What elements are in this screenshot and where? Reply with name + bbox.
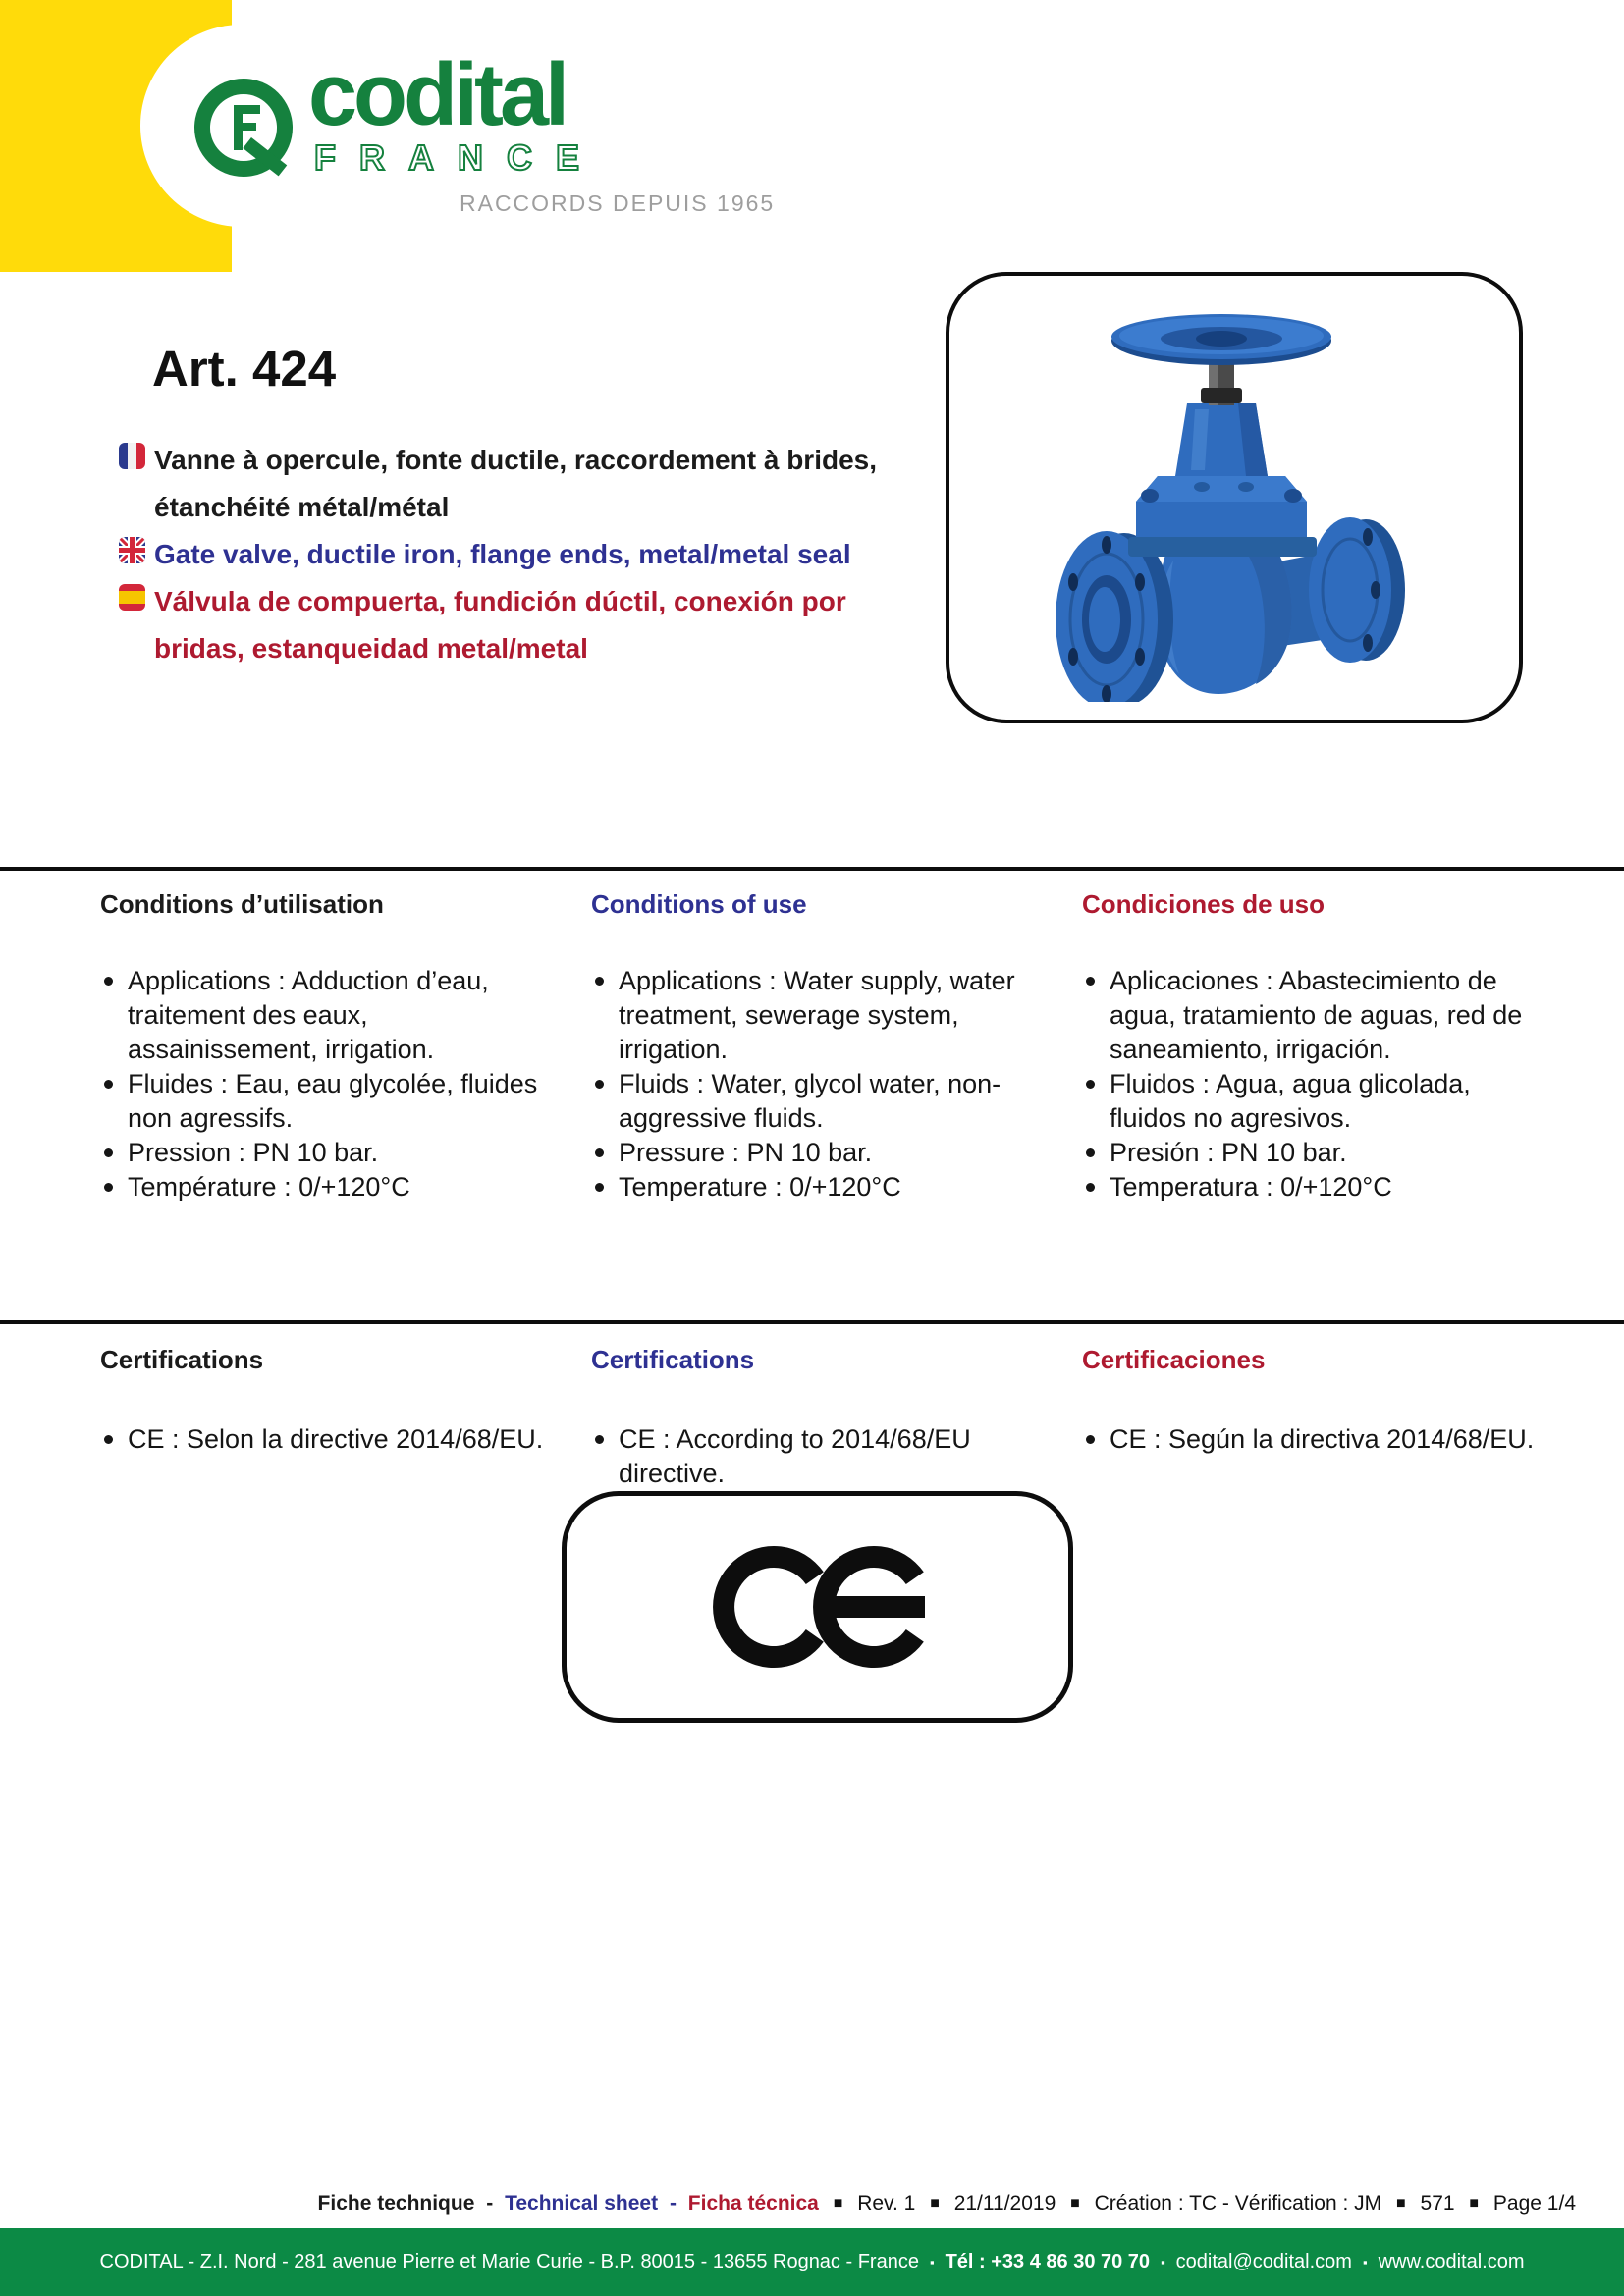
certifications-list-es xyxy=(1082,1422,1573,1457)
doc-type-en: Technical sheet xyxy=(505,2192,659,2215)
conditions-list-en xyxy=(591,964,1053,1204)
square-separator: ▪ xyxy=(929,2255,935,2269)
section-divider-1 xyxy=(0,867,1624,871)
certifications-list-fr xyxy=(100,1422,591,1457)
certifications-list-en xyxy=(591,1422,1082,1491)
square-separator: ■ xyxy=(1396,2195,1406,2212)
company-phone: Tél : +33 4 86 30 70 70 xyxy=(945,2251,1151,2272)
company-website: www.codital.com xyxy=(1378,2251,1525,2272)
certifications-column-es xyxy=(1082,1345,1573,1457)
list-item: Fluids : Water, glycol water, non-aggressive fluids. xyxy=(591,1067,1053,1136)
gate-valve-image xyxy=(1001,290,1462,702)
conditions-column-fr xyxy=(100,889,562,1204)
list-item: Presión : PN 10 bar. xyxy=(1082,1136,1543,1170)
page-number: Page 1/4 xyxy=(1492,2192,1576,2215)
list-item: Pressure : PN 10 bar. xyxy=(591,1136,1053,1170)
certifications-title-es: Certificaciones xyxy=(1082,1345,1266,1374)
list-item: Fluidos : Agua, agua glicolada, fluidos no agresivos. xyxy=(1082,1067,1543,1136)
separator: - xyxy=(486,2192,494,2215)
conditions-title-es: Condiciones de uso xyxy=(1082,889,1326,919)
certifications-title-en: Certifications xyxy=(591,1345,755,1374)
list-item: Applications : Water supply, water treatment, sewerage system, irrigation. xyxy=(591,964,1053,1067)
separator: - xyxy=(669,2192,677,2215)
square-separator: ■ xyxy=(930,2195,940,2212)
ce-mark-icon xyxy=(705,1533,931,1681)
revision-date: 21/11/2019 xyxy=(953,2192,1056,2215)
credits: Création : TC - Vérification : JM xyxy=(1094,2192,1382,2215)
conditions-column-en xyxy=(591,889,1053,1204)
brand-name: codital xyxy=(308,46,567,144)
section-divider-2 xyxy=(0,1320,1624,1324)
article-number: Art. 424 xyxy=(152,341,337,397)
description-es-line-2: bridas, estanqueidad metal/metal xyxy=(154,633,588,664)
list-item: Fluides : Eau, eau glycolée, fluides non agressifs. xyxy=(100,1067,562,1136)
conditions-list-fr xyxy=(100,964,562,1204)
list-item: CE : Selon la directive 2014/68/EU. xyxy=(100,1422,591,1457)
footer-reference-line xyxy=(0,2191,1576,2216)
revision: Rev. 1 xyxy=(857,2192,916,2215)
list-item: CE : Según la directiva 2014/68/EU. xyxy=(1082,1422,1573,1457)
spain-flag-icon xyxy=(119,584,145,611)
conditions-title-en: Conditions of use xyxy=(591,889,807,919)
certifications-title-fr: Certifications xyxy=(100,1345,264,1374)
square-separator: ■ xyxy=(1070,2195,1080,2212)
list-item: Aplicaciones : Abastecimiento de agua, tratamiento de aguas, red de saneamiento, irrigación. xyxy=(1082,964,1543,1067)
description-es-line-1: Válvula de compuerta, fundición dúctil, conexión por xyxy=(154,586,846,616)
list-item: CE : According to 2014/68/EU directive. xyxy=(591,1422,1082,1491)
square-separator: ▪ xyxy=(1161,2255,1165,2269)
square-separator: ■ xyxy=(833,2195,843,2212)
conditions-column-es xyxy=(1082,889,1543,1204)
description-fr-line-1: Vanne à opercule, fonte ductile, raccordement à brides, xyxy=(154,445,877,475)
document-ref: 571 xyxy=(1420,2192,1455,2215)
list-item: Temperatura : 0/+120°C xyxy=(1082,1170,1543,1204)
doc-type-fr: Fiche technique xyxy=(317,2192,475,2215)
brand-country: FRANCE xyxy=(314,137,603,178)
codital-logo-icon xyxy=(194,79,293,177)
ce-mark-frame xyxy=(562,1491,1073,1723)
certifications-column-en xyxy=(591,1345,1082,1491)
square-separator: ■ xyxy=(1469,2195,1480,2212)
list-item: Applications : Adduction d’eau, traitement des eaux, assainissement, irrigation. xyxy=(100,964,562,1067)
list-item: Temperature : 0/+120°C xyxy=(591,1170,1053,1204)
brand-tagline: RACCORDS DEPUIS 1965 xyxy=(460,190,776,216)
doc-type-es: Ficha técnica xyxy=(687,2192,819,2215)
france-flag-icon xyxy=(119,443,145,469)
product-image-frame xyxy=(946,272,1523,723)
company-address: CODITAL - Z.I. Nord - 281 avenue Pierre et Marie Curie - B.P. 80015 - 13655 Rognac - France xyxy=(99,2251,919,2272)
list-item: Température : 0/+120°C xyxy=(100,1170,562,1204)
description-en-line-1: Gate valve, ductile iron, flange ends, metal/metal seal xyxy=(154,539,851,569)
company-footer-bar xyxy=(0,2228,1624,2296)
uk-flag-icon xyxy=(119,537,145,563)
conditions-list-es xyxy=(1082,964,1543,1204)
square-separator: ▪ xyxy=(1362,2255,1368,2269)
conditions-title-fr: Conditions d’utilisation xyxy=(100,889,384,919)
company-email: codital@codital.com xyxy=(1175,2251,1352,2272)
certifications-column-fr xyxy=(100,1345,591,1457)
description-fr-line-2: étanchéité métal/métal xyxy=(154,492,450,522)
list-item: Pression : PN 10 bar. xyxy=(100,1136,562,1170)
